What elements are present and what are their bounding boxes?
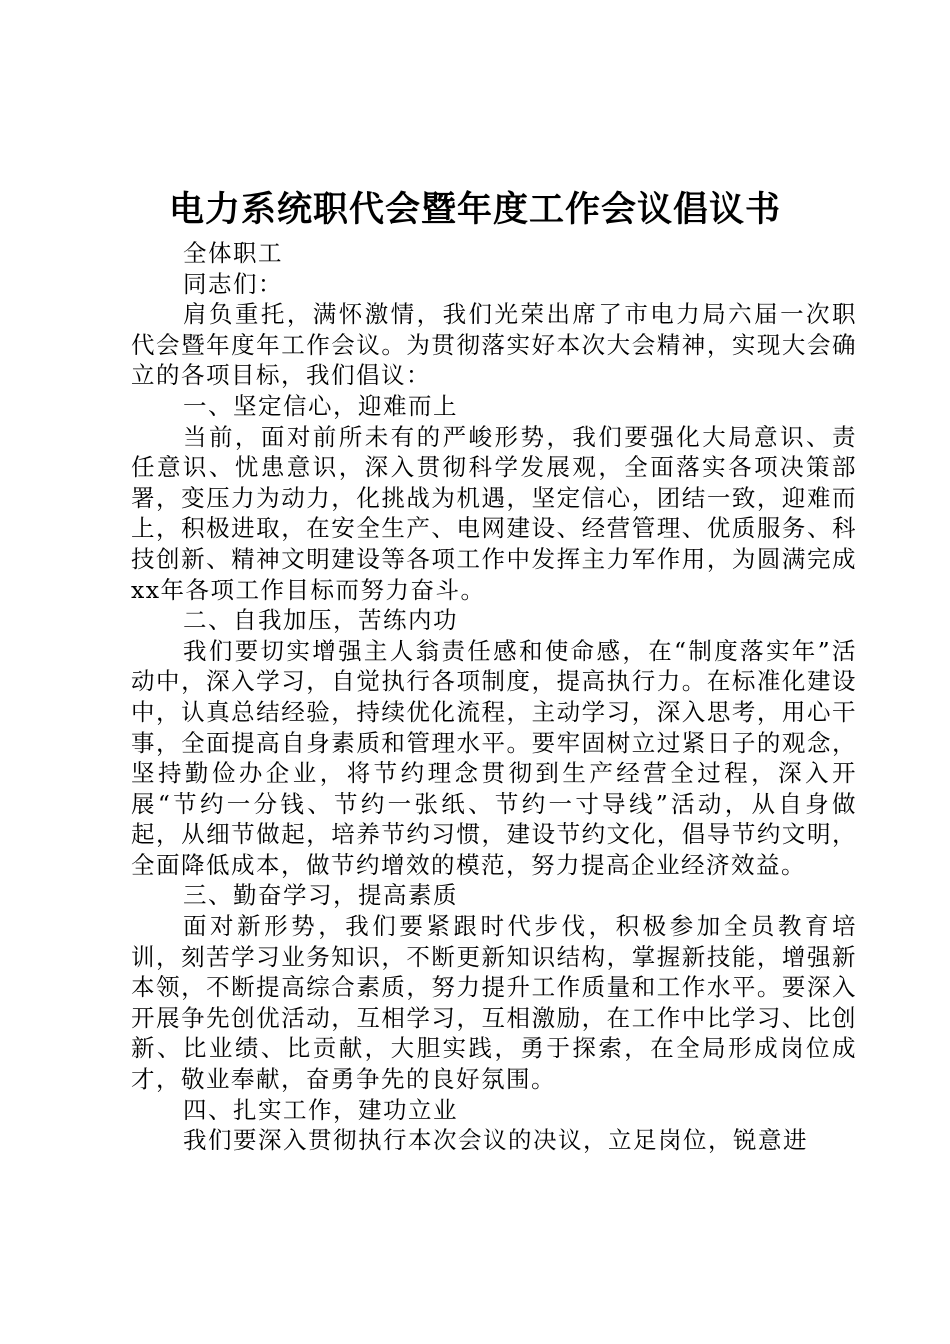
intro-paragraph: 肩负重托，满怀激情，我们光荣出席了市电力局六届一次职代会暨年度年工作会议。为贯彻落实好本次大会精神，实现大会确立的各项目标，我们倡议： [131, 300, 857, 390]
salutation-recipients: 全体职工 [183, 239, 283, 267]
section-heading-1: 一、坚定信心，迎难而上 [183, 391, 458, 420]
document-title: 电力系统职代会暨年度工作会议倡议书 [168, 190, 781, 230]
section-paragraph-1: 当前，面对前所未有的严峻形势，我们要强化大局意识、责任意识、忧患意识，深入贯彻科学发展观，全面落实各项决策部署，变压力为动力，化挑战为机遇，坚定信心，团结一致，迎难而上，积极进取，在安全生产、电网建设、经营管理、优质服务、科技创新、精神文明建设等各项工作中发挥主力军作用，为圆满完成xx年各项工作目标而努力奋斗。 [131, 422, 857, 604]
section-heading-3: 三、勤奋学习，提高素质 [183, 881, 458, 910]
section-paragraph-3: 面对新形势，我们要紧跟时代步伐，积极参加全员教育培训，刻苦学习业务知识，不断更新知识结构，掌握新技能，增强新本领，不断提高综合素质，努力提升工作质量和工作水平。要深入开展争先创优活动，互相学习，互相激励，在工作中比学习、比创新、比业绩、比贡献，大胆实践，勇于探索，在全局形成岗位成才，敬业奉献，奋勇争先的良好氛围。 [131, 912, 857, 1094]
salutation-greeting: 同志们： [183, 269, 283, 298]
section-paragraph-4: 我们要深入贯彻执行本次会议的决议，立足岗位，锐意进 [183, 1126, 808, 1155]
section-heading-2: 二、自我加压，苦练内功 [183, 606, 458, 635]
document-body [131, 238, 857, 1156]
section-paragraph-2: 我们要切实增强主人翁责任感和使命感，在“制度落实年”活动中，深入学习，自觉执行各项制度，提高执行力。在标准化建设中，认真总结经验，持续优化流程，主动学习，深入思考，用心干事，全面提高自身素质和管理水平。要牢固树立过紧日子的观念，坚持勤俭办企业，将节约理念贯彻到生产经营全过程，深入开展“节约一分钱、节约一张纸、节约一寸导线”活动，从自身做起，从细节做起，培养节约习惯，建设节约文化，倡导节约文明，全面降低成本，做节约增效的模范，努力提高企业经济效益。 [131, 636, 857, 879]
section-heading-4: 四、扎实工作，建功立业 [183, 1095, 458, 1124]
